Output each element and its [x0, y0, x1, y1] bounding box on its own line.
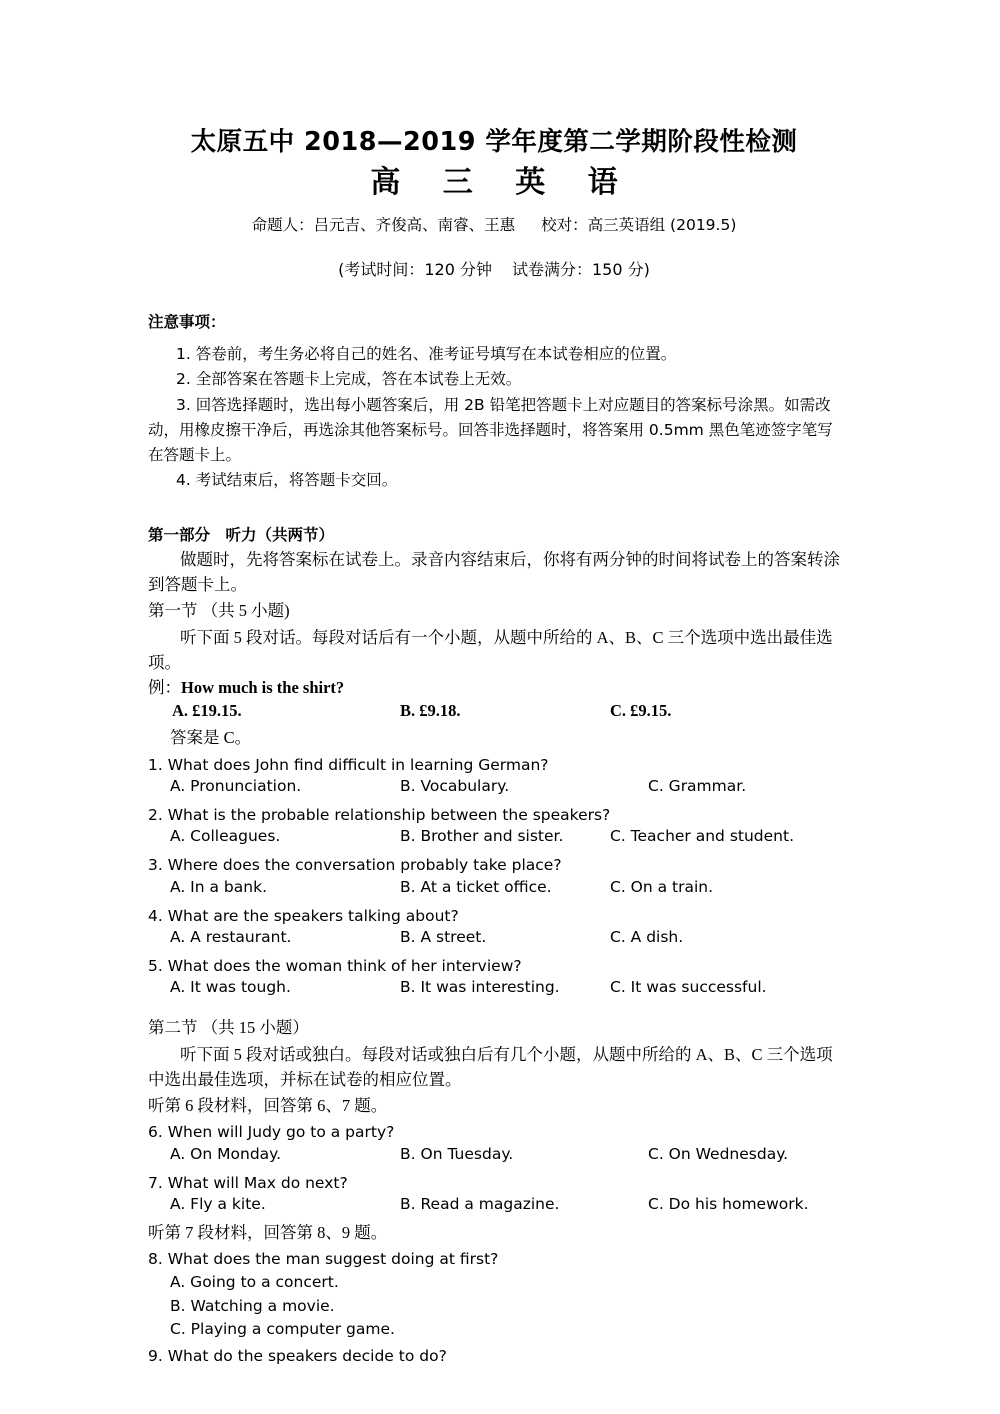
- material-6-label: 听第 6 段材料，回答第 6、7 题。: [148, 1096, 388, 1116]
- question-stem: 9. What do the speakers decide to do?: [148, 1346, 447, 1365]
- notice-list: [148, 342, 840, 493]
- exam-total-score: 试卷满分：150 分): [512, 260, 650, 280]
- exam-duration: (考试时间：120 分钟: [338, 260, 492, 280]
- exam-paper: [148, 0, 840, 1368]
- notice-heading: 注意事项：: [148, 313, 226, 332]
- option-a: A. In a bank.: [170, 877, 267, 896]
- notice-item: 3. 回答选择题时，选出每小题答案后，用 2B 铅笔把答题卡上对应题目的答案标号涂黑。如需改动，用橡皮擦干净后，再选涂其他答案标号。回答非选择题时，将答案用 0.5mm 黑色笔迹签字笔写在答题卡上。: [148, 395, 833, 464]
- part-one-intro: 做题时，先将答案标在试卷上。录音内容结束后，你将有两分钟的时间将试卷上的答案转涂到答题卡上。: [148, 549, 840, 595]
- example-answer: 答案是 C。: [170, 728, 252, 748]
- question-options: [148, 827, 840, 851]
- section-two-instruction: 听下面 5 段对话或独白。每段对话或独白后有几个小题，从题中所给的 A、B、C 三个选项中选出最佳选项，并标在试卷的相应位置。: [148, 1045, 833, 1090]
- option-a: A. Fly a kite.: [170, 1194, 266, 1213]
- option-b: B. A street.: [400, 927, 487, 946]
- option-c: C. It was successful.: [610, 978, 767, 997]
- example-label: 例：: [148, 678, 181, 698]
- option-b: B. Vocabulary.: [400, 777, 510, 796]
- subject-title: 高 三 英 语: [370, 165, 634, 201]
- option-a: A. A restaurant.: [170, 927, 292, 946]
- question-stem: 8. What does the man suggest doing at first?: [148, 1250, 499, 1268]
- question-stem: 7. What will Max do next?: [148, 1173, 348, 1192]
- option-c: C. On a train.: [610, 877, 714, 896]
- notice-item: 1. 答卷前，考生务必将自己的姓名、准考证号填写在本试卷相应的位置。: [176, 345, 677, 364]
- question-options: [148, 978, 840, 1002]
- option-b: B. Watching a movie.: [170, 1296, 335, 1315]
- option-c: C. On Wednesday.: [648, 1144, 789, 1163]
- proofreader-label: 校对：高三英语组 (2019.5): [541, 216, 737, 235]
- question-options: [148, 1195, 840, 1219]
- exam-info: [148, 257, 840, 280]
- question-options: [148, 1145, 840, 1169]
- option-c: C. Teacher and student.: [610, 827, 794, 846]
- option-b: B. On Tuesday.: [400, 1144, 514, 1163]
- option-c: C. Grammar.: [648, 777, 747, 796]
- option-c: C. A dish.: [610, 927, 684, 946]
- byline: [148, 213, 840, 235]
- section-one-heading: 第一节 （共 5 小题): [148, 601, 290, 621]
- option-b: B. At a ticket office.: [400, 877, 552, 896]
- example-options: [148, 701, 840, 725]
- question-stem: 6. When will Judy go to a party?: [148, 1123, 395, 1142]
- option-b: B. £9.18.: [400, 701, 461, 721]
- part-one-heading: 第一部分 听力（共两节）: [148, 525, 335, 544]
- option-a: A. Going to a concert.: [170, 1273, 339, 1292]
- option-c: C. Playing a computer game.: [170, 1320, 395, 1339]
- option-a: A. On Monday.: [170, 1144, 282, 1163]
- section-two-heading: 第二节 （共 15 小题）: [148, 1018, 309, 1038]
- option-c: C. £9.15.: [610, 701, 672, 721]
- option-a: A. Pronunciation.: [170, 777, 302, 796]
- option-a: A. It was tough.: [170, 978, 291, 997]
- option-c: C. Do his homework.: [648, 1194, 809, 1213]
- question-stem: 5. What does the woman think of her interview?: [148, 956, 522, 975]
- notice-item: 2. 全部答案在答题卡上完成，答在本试卷上无效。: [176, 370, 522, 389]
- question-options: [148, 878, 840, 902]
- option-a: A. £19.15.: [172, 701, 242, 721]
- example-question: How much is the shirt?: [181, 678, 345, 698]
- option-b: B. It was interesting.: [400, 978, 560, 997]
- question-stem: 1. What does John find difficult in learning German?: [148, 755, 549, 774]
- question-stem: 3. Where does the conversation probably take place?: [148, 856, 562, 875]
- notice-item: 4. 考试结束后，将答题卡交回。: [176, 470, 398, 489]
- example-stem: [148, 676, 840, 701]
- section-one-instruction: 听下面 5 段对话。每段对话后有一个小题，从题中所给的 A、B、C 三个选项中选出最佳选项。: [148, 628, 833, 673]
- question-options: [148, 928, 840, 952]
- page-title: 太原五中 2018—2019 学年度第二学期阶段性检测: [190, 127, 798, 157]
- question-options: [148, 777, 840, 801]
- question-stem: 2. What is the probable relationship between the speakers?: [148, 806, 611, 825]
- option-a: A. Colleagues.: [170, 827, 281, 846]
- author-label: 命题人：吕元吉、齐俊高、南睿、王惠: [251, 216, 516, 235]
- option-b: B. Brother and sister.: [400, 827, 564, 846]
- option-b: B. Read a magazine.: [400, 1194, 560, 1213]
- question-stem: 4. What are the speakers talking about?: [148, 906, 459, 925]
- question-options: [148, 1271, 840, 1342]
- material-7-label: 听第 7 段材料，回答第 8、9 题。: [148, 1222, 388, 1242]
